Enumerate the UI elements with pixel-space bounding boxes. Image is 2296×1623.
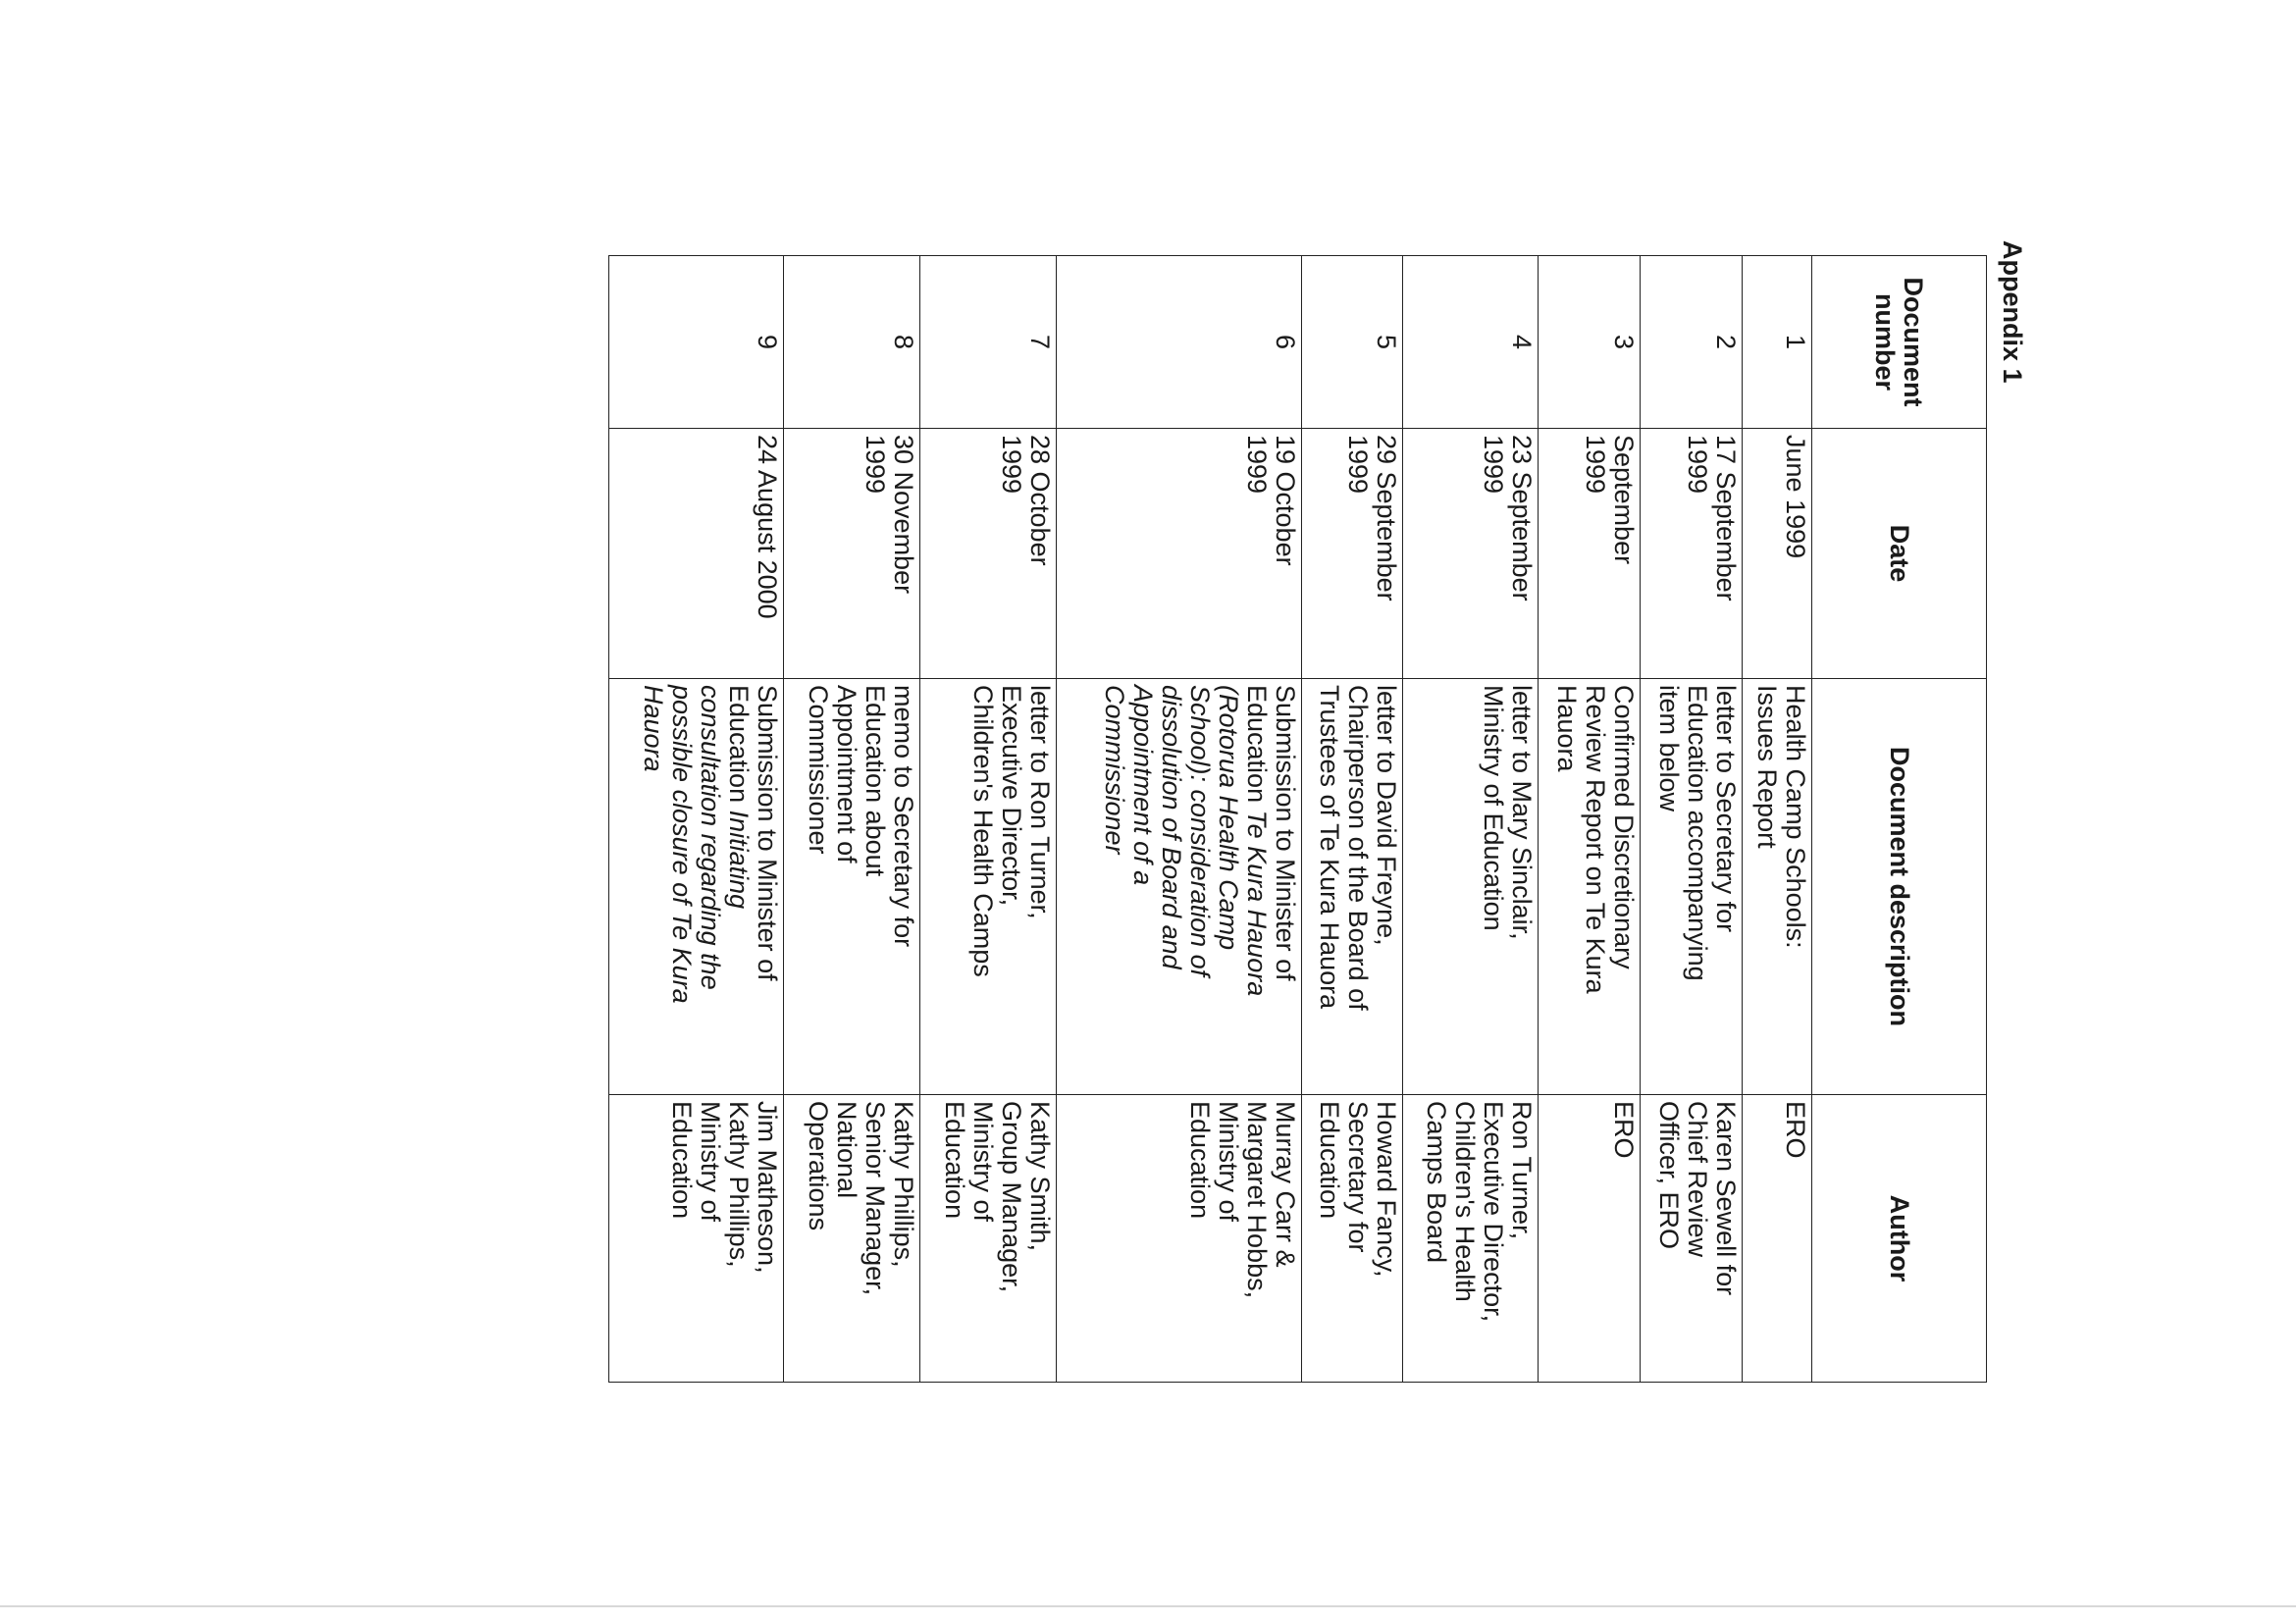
- cell-date: June 1999: [1743, 429, 1812, 679]
- cell-description: Submission to Minister of Education Initiating consultation regarding the possible closure of Te Kura Hauora: [609, 679, 784, 1095]
- table-row: [1057, 256, 1302, 1383]
- cell-number: 1: [1743, 256, 1812, 429]
- cell-author: Kathy Smith, Group Manager, Ministry of Education: [920, 1095, 1057, 1383]
- cell-description: Submission to Minister of Education Te Kura Hauora (Rotorua Health Camp School): consideration of dissolution of Board and Appointment of a Commissioner: [1057, 679, 1302, 1095]
- cell-description: Confirmed Discretionary Review Report on Te Kura Hauora: [1539, 679, 1641, 1095]
- cell-date: 28 October 1999: [920, 429, 1057, 679]
- cell-date: 30 November 1999: [784, 429, 920, 679]
- table-row: [1539, 256, 1641, 1383]
- scan-edge-line: [0, 1605, 2296, 1607]
- cell-date: 24 August 2000: [609, 429, 784, 679]
- cell-description: letter to Ron Turner, Executive Director, Children's Health Camps: [920, 679, 1057, 1095]
- cell-description: letter to Mary Sinclair, Ministry of Education: [1403, 679, 1539, 1095]
- cell-author: ERO: [1743, 1095, 1812, 1383]
- cell-description: memo to Secretary for Education about Appointment of Commissioner: [784, 679, 920, 1095]
- cell-number: 6: [1057, 256, 1302, 429]
- table-row: [609, 256, 784, 1383]
- cell-number: 5: [1302, 256, 1403, 429]
- table-row: [784, 256, 920, 1383]
- cell-author: Kathy Phillips, Senior Manager, National Operations: [784, 1095, 920, 1383]
- cell-author: Jim Matheson, Kathy Phillips, Ministry of Education: [609, 1095, 784, 1383]
- cell-number: 4: [1403, 256, 1539, 429]
- table-row: [1641, 256, 1743, 1383]
- cell-description: Health Camp Schools: Issues Report: [1743, 679, 1812, 1095]
- cell-description: letter to David Freyne, Chairperson of the Board of Trustees of Te Kura Hauora: [1302, 679, 1403, 1095]
- table-header-row: [1812, 256, 1987, 1383]
- cell-date: 23 September 1999: [1403, 429, 1539, 679]
- header-description: Document description: [1812, 679, 1987, 1095]
- cell-date: 29 September 1999: [1302, 429, 1403, 679]
- header-author: Author: [1812, 1095, 1987, 1383]
- cell-author: Karen Sewell for Chief Review Officer, ERO: [1641, 1095, 1743, 1383]
- cell-number: 3: [1539, 256, 1641, 429]
- documents-table: [608, 255, 1987, 1383]
- header-date: Date: [1812, 429, 1987, 679]
- cell-date: 17 September 1999: [1641, 429, 1743, 679]
- cell-author: ERO: [1539, 1095, 1641, 1383]
- table-row: [1302, 256, 1403, 1383]
- table-row: [920, 256, 1057, 1383]
- cell-description: letter to Secretary for Education accompanying item below: [1641, 679, 1743, 1095]
- header-document-number: Document number: [1812, 256, 1987, 429]
- cell-date: 19 October 1999: [1057, 429, 1302, 679]
- cell-author: Murray Carr & Margaret Hobbs, Ministry of Education: [1057, 1095, 1302, 1383]
- cell-number: 2: [1641, 256, 1743, 429]
- cell-author: Ron Turner, Executive Director, Children's Health Camps Board: [1403, 1095, 1539, 1383]
- rotated-page: [555, 240, 2027, 1438]
- cell-number: 9: [609, 256, 784, 429]
- table-row: [1743, 256, 1812, 1383]
- cell-number: 7: [920, 256, 1057, 429]
- table-row: [1403, 256, 1539, 1383]
- cell-author: Howard Fancy, Secretary for Education: [1302, 1095, 1403, 1383]
- cell-date: September 1999: [1539, 429, 1641, 679]
- cell-number: 8: [784, 256, 920, 429]
- page-title: Appendix 1: [1998, 240, 2027, 384]
